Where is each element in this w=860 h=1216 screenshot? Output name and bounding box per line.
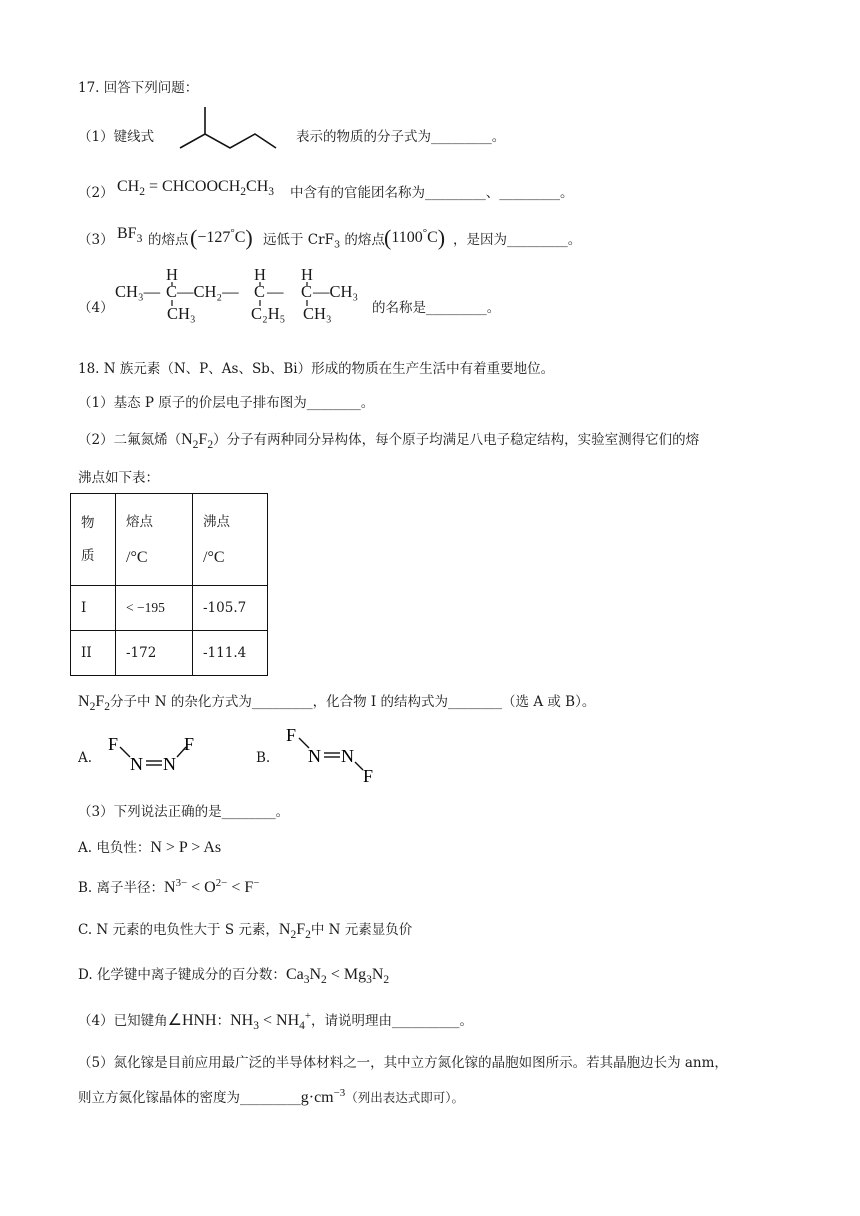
acrylate-formula: $CH_2$ = $CHCOOCH_2CH_3$ [117, 178, 275, 199]
struct-ch3-branch: CH₃ [167, 304, 196, 323]
option-a-label: A. [78, 750, 93, 766]
struct-h3: H [301, 265, 313, 284]
atom-f: F [184, 734, 195, 754]
q18-intro: 18. N 族元素（N、P、As、Sb、Bi）形成的物质在生产生活中有着重要地位。 [78, 361, 555, 377]
struct-bond: — [267, 282, 284, 301]
option-b: B. 离子半径：$N^{3-} < O^{2-} < F^-$ [78, 877, 260, 896]
atom-n: N [308, 746, 321, 766]
atom-n: N [341, 746, 354, 766]
condensed-structural-formula [115, 265, 370, 337]
table-row [71, 631, 268, 676]
table-cell-name: II [71, 631, 116, 676]
q17-part3-text2: 远低于 CrF$_3$ 的熔点 [263, 232, 385, 251]
struct-h2: H [254, 265, 266, 284]
q18-part4: （4）已知键角∠HNH：$NH_3 < NH_4^+$，请说明理由__________。 [78, 1010, 474, 1033]
q17-part4-question: 的名称是_________。 [372, 300, 501, 316]
q17-part2-prefix: （2） [78, 185, 114, 201]
q17-part3-text1: 的熔点 [148, 232, 189, 248]
table-header-substance: 物 质 [71, 494, 116, 586]
q18-part1: （1）基态 P 原子的价层电子排布图为________。 [78, 395, 375, 411]
atom-f: F [108, 734, 119, 754]
struct-ch2: —CH₂— [177, 282, 239, 301]
q18-part2-line1: （2）二氟氮烯$(N_2F_2)$分子有两种同分异构体，每个原子均满足八电子稳定结构，实验室测得它们的熔 [78, 431, 700, 452]
atom-f: F [363, 766, 374, 786]
atom-f: F [286, 725, 297, 745]
option-c: C. N 元素的电负性大于 S 元素，$N_2F_2$中 N 元素显负价 [78, 921, 413, 942]
table-cell-mp: -172 [116, 631, 193, 676]
table-cell-bp: -105.7 [193, 586, 268, 631]
q18-part5-line1: （5）氮化镓是目前应用最广泛的半导体材料之一，其中立方氮化镓的晶胞如图所示。若其晶胞边长为 anm， [78, 1055, 728, 1071]
option-d: D. 化学键中离子键成分的百分数：$Ca_3N_2 < Mg_3N_2$ [78, 966, 390, 987]
q18-part2-question: $N_2F_2$分子中 N 的杂化方式为_________，化合物 I 的结构式为________（选 A 或 B）。 [78, 693, 596, 714]
q17-part2-question: 中含有的官能团名称为_________、_________。 [290, 185, 574, 201]
q17-part3-question: ，是因为_________。 [453, 232, 582, 248]
struct-c2: C [254, 282, 266, 301]
trans-n2f2-structure [282, 724, 392, 784]
table-cell-mp: < −195 [116, 586, 193, 631]
bf3-formula: $BF_3$ [117, 225, 143, 246]
struct-ch3-left: CH₃— [115, 282, 161, 301]
option-b-label: B. [256, 750, 271, 766]
table-cell-name: I [71, 586, 116, 631]
atom-n: N [130, 754, 143, 774]
skeletal-formula-image [176, 104, 280, 152]
table-cell-bp: -111.4 [193, 631, 268, 676]
q18-part3: （3）下列说法正确的是________。 [78, 804, 290, 820]
q17-part3-prefix: （3） [78, 232, 114, 248]
cis-n2f2-structure [104, 733, 195, 777]
q17-part4-prefix: （4） [78, 300, 114, 316]
table-header-mp: 熔点 /°C [116, 494, 193, 586]
struct-ch3-branch-2: CH₃ [303, 304, 332, 323]
struct-ch3-right: —CH₃ [313, 282, 359, 301]
struct-h1: H [166, 265, 178, 284]
q18-part5-line2: 则立方氮化镓晶体的密度为$\_\_\_\_\_\_\_\_\_g\cdot cm^{-3}$（列出表达式即可）。 [78, 1087, 464, 1106]
table-header-bp: 沸点 /°C [193, 494, 268, 586]
crf3-melting-point: (1100°C) [384, 225, 446, 250]
table-row [71, 586, 268, 631]
q18-part2-line2: 沸点如下表： [78, 470, 159, 486]
q17-title: 17. 回答下列问题： [78, 80, 199, 96]
struct-c3: C [301, 282, 313, 301]
struct-c1: C [166, 282, 178, 301]
q17-part1-prefix: （1）键线式 [78, 129, 155, 145]
option-a: A. 电负性：N > P > As [78, 839, 222, 856]
struct-vertical-bonds [115, 265, 370, 337]
struct-c2h5-branch: C₂H₅ [251, 304, 286, 323]
atom-n: N [163, 754, 176, 774]
melting-boiling-table [70, 493, 268, 676]
bf3-melting-point: (−127°C) [190, 225, 253, 250]
q17-part1-question: 表示的物质的分子式为_________。 [296, 129, 506, 145]
